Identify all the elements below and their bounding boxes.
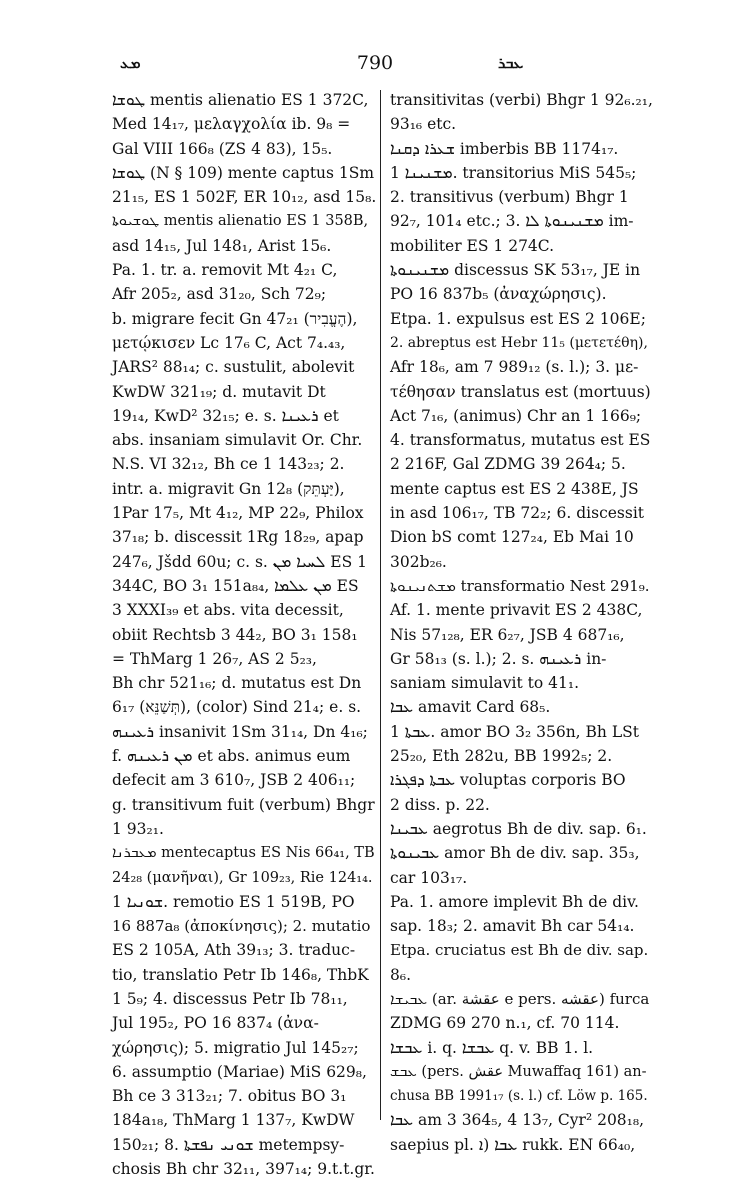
- dictionary-line: N.S. VI 32₁₂, Bh ce 1 143₂₃; 2.: [112, 455, 345, 474]
- dictionary-line: saepius pl. ܥܒܐ (ܐ rukk. EN 66₄₀,: [390, 1135, 636, 1154]
- dictionary-line: Bh chr 521₁₆; d. mutatus est Dn: [112, 674, 362, 693]
- dictionary-line: 302b₂₆.: [390, 552, 447, 571]
- dictionary-line: 3 XXXI₃₉ et abs. vita decessit,: [112, 601, 344, 620]
- dictionary-line: ܛܘܫܐ mentis alienatio ES 1 372C,: [112, 91, 369, 109]
- dictionary-line: ܡܫܢܝܢܘܬܐ discessus SK 53₁₇, JE in: [390, 261, 641, 280]
- dictionary-line: 92₇, 101₄ etc.; 3. ܡܫܢܝܢܘܬܐ ܠܐ im-: [390, 212, 634, 231]
- dictionary-line: ܡܫܬܢܝܢܘܬܐ transformatio Nest 291₉.: [390, 576, 650, 595]
- dictionary-line: mente captus est ES 2 438E, JS: [390, 479, 639, 498]
- column-divider: [380, 90, 381, 1120]
- dictionary-line: 247₆, Jšdd 60u; c. s. ܠܚܝܐ ܡܢ ES 1: [112, 552, 367, 571]
- dictionary-line: asd 14₁₅, Jul 148₁, Arist 15₆.: [112, 236, 332, 255]
- dictionary-line: 21₁₅, ES 1 502F, ER 10₁₂, asd 15₈.: [112, 188, 377, 207]
- dictionary-line: saniam simulavit to 41₁.: [390, 674, 580, 693]
- left-running-head: ܡܥ: [120, 54, 141, 72]
- dictionary-line: transitivitas (verbi) Bhgr 1 92₆.₂₁,: [390, 91, 653, 109]
- dictionary-line: 16 887a₈ (ἀποκίνησις); 2. mutatio: [112, 917, 371, 936]
- dictionary-line: Etpa. 1. expulsus est ES 2 106E;: [390, 309, 646, 328]
- dictionary-line: 1 5₉; 4. discessus Petr Ib 78₁₁,: [112, 989, 348, 1008]
- dictionary-line: Act 7₁₆, (animus) Chr an 1 166₉;: [390, 406, 642, 425]
- right-column: [390, 88, 654, 1154]
- page-header: [0, 50, 750, 80]
- dictionary-line: 4. transformatus, mutatus est ES: [390, 431, 651, 450]
- dictionary-line: chosis Bh chr 32₁₁, 397₁₄; 9.t.t.gr.: [112, 1160, 375, 1179]
- dictionary-line: KwDW 321₁₉; d. mutavit Dt: [112, 382, 326, 401]
- dictionary-line: ܥܒܬܐ 1. amor BO 3₂ 356n, Bh LSt: [390, 722, 639, 741]
- dictionary-line: Pa. 1. tr. a. removit Mt 4₂₁ C,: [112, 261, 338, 280]
- dictionary-line: sap. 18₃; 2. amavit Bh car 54₁₄.: [390, 917, 635, 936]
- dictionary-line: ܛܘܫܝܘܬܐ mentis alienatio ES 1 358B,: [112, 213, 369, 230]
- right-running-head: ܥܒܪ: [498, 54, 524, 72]
- dictionary-line: 8₆.: [390, 965, 412, 984]
- dictionary-line: Gr 58₁₃ (s. l.); 2. s. ܪܥܝܢܗ in-: [390, 649, 607, 668]
- dictionary-line: τέθησαν translatus est (mortuus): [390, 382, 651, 401]
- dictionary-line: 150₂₁; 8. ܫܘܢܝ ܢܦܫܬܐ metempsy-: [112, 1135, 345, 1154]
- dictionary-line: chusa BB 1991₁₇ (s. l.) cf. Löw p. 165.: [390, 1088, 648, 1105]
- dictionary-line: 6. assumptio (Mariae) MiS 629₈,: [112, 1062, 367, 1081]
- dictionary-line: Bh ce 3 313₂₁; 7. obitus BO 3₁: [112, 1087, 347, 1106]
- dictionary-line: 19₁₄, KwD² 32₁₅; e. s. ܪܥܝܢܐ et: [112, 406, 339, 425]
- dictionary-line: Jul 195₂, PO 16 837₄ (ἀνα-: [112, 1014, 319, 1033]
- dictionary-line: g. transitivum fuit (verbum) Bhgr: [112, 795, 375, 814]
- dictionary-line: 37₁₈; b. discessit 1Rg 18₂₉, apap: [112, 528, 364, 547]
- dictionary-line: ܪܥܝܢܗ insanivit 1Sm 31₁₄, Dn 4₁₆;: [112, 722, 368, 741]
- dictionary-line: ܥܒܐ amavit Card 68₅.: [390, 698, 551, 717]
- dictionary-line: Etpa. cruciatus est Bh de div. sap.: [390, 941, 649, 960]
- left-column: [112, 88, 377, 1179]
- dictionary-line: ܥܒܫ (pers. عقش Muwaffaq 161) an-: [390, 1063, 647, 1080]
- dictionary-line: ܥܒܝܢܘܬܐ amor Bh de div. sap. 35₃,: [390, 844, 640, 863]
- dictionary-line: tio, translatio Petr Ib 146₈, ThbK: [112, 965, 369, 984]
- dictionary-line: f. ܡܢ ܪܥܝܢܗ et abs. animus eum: [112, 747, 351, 766]
- dictionary-line: Med 14₁₇, μελαγχολία ib. 9₈ =: [112, 115, 351, 134]
- dictionary-line: ܥܒܫܐ i. q. ܥܒܫܐ q. v. BB 1. l.: [390, 1038, 594, 1057]
- dictionary-line: ES 2 105A, Ath 39₁₃; 3. traduc-: [112, 941, 356, 960]
- dictionary-line: 344C, BO 3₁ 151a₈₄, ܡܢ ܥܠܡܐ ES: [112, 576, 359, 595]
- dictionary-line: Dion bS comt 127₂₄, Eb Mai 10: [390, 528, 634, 547]
- dictionary-line: b. migrare fecit Gn 47₂₁ (הֶעֱבִיר),: [112, 309, 358, 328]
- dictionary-line: ܡܥܒܪܢܐ mentecaptus ES Nis 66₄₁, TB: [112, 845, 375, 862]
- dictionary-line: defecit am 3 610₇, JSB 2 406₁₁;: [112, 771, 356, 790]
- dictionary-line: 24₂₈ (μανῆναι), Gr 109₂₃, Rie 124₁₄.: [112, 869, 373, 886]
- page-number: 790: [356, 52, 394, 74]
- dictionary-line: 2 216F, Gal ZDMG 39 264₄; 5.: [390, 455, 626, 474]
- dictionary-line: ܥܒܝܢܐ aegrotus Bh de div. sap. 6₁.: [390, 819, 647, 838]
- dictionary-line: ܥܒܐ am 3 364₅, 4 13₇, Cyr² 208₁₈,: [390, 1111, 645, 1130]
- dictionary-line: Gal VIII 166₈ (ZS 4 83), 15₅.: [112, 139, 333, 158]
- dictionary-line: Af. 1. mente privavit ES 2 438C,: [390, 601, 643, 620]
- dictionary-line: intr. a. migravit Gn 12₈ (יַּעְתֵּק),: [112, 479, 345, 498]
- dictionary-line: ܥܒܝܫܐ (ar. عقشة e pers. عقشه) furca: [390, 989, 650, 1008]
- dictionary-line: 184a₁₈, ThMarg 1 137₇, KwDW: [112, 1111, 355, 1130]
- dictionary-line: obiit Rechtsb 3 44₂, BO 3₁ 158₁: [112, 625, 358, 644]
- dictionary-line: JARS² 88₁₄; c. sustulit, abolevit: [112, 358, 355, 377]
- dictionary-line: 2 diss. p. 22.: [390, 795, 490, 814]
- dictionary-line: PO 16 837b₅ (ἀναχώρησις).: [390, 285, 607, 304]
- dictionary-line: ܫܘܢܝܐ 1. remotio ES 1 519B, PO: [112, 892, 355, 911]
- dictionary-line: 93₁₆ etc.: [390, 115, 457, 134]
- dictionary-line: μετῴκισεν Lc 17₆ C, Act 7₄.₄₃,: [112, 333, 346, 352]
- dictionary-line: 2. abreptus est Hebr 11₅ (μετετέθη),: [390, 334, 648, 351]
- dictionary-line: ܫܥܪܐ ܕܩܢܐ imberbis BB 1174₁₇.: [390, 139, 619, 158]
- dictionary-line: 6₁₇ (תְּשַׁנֵּא), (color) Sind 21₄; e. s.: [112, 698, 362, 717]
- dictionary-line: 1Par 17₅, Mt 4₁₂, MP 22₉, Philox: [112, 504, 364, 523]
- dictionary-line: ZDMG 69 270 n.₁, cf. 70 114.: [390, 1014, 620, 1033]
- dictionary-line: abs. insaniam simulavit Or. Chr.: [112, 431, 363, 450]
- dictionary-line: ܡܫܢܝܢܐ 1. transitorius MiS 545₅;: [390, 163, 637, 182]
- dictionary-line: Nis 57₁₂₈, ER 6₂₇, JSB 4 687₁₆,: [390, 625, 625, 644]
- dictionary-line: χώρησις); 5. migratio Jul 145₂₇;: [112, 1038, 359, 1057]
- dictionary-line: 1 93₂₁.: [112, 819, 164, 838]
- dictionary-line: ܥܒܬܐ ܕܦܓܪܐ voluptas corporis BO: [390, 771, 626, 790]
- dictionary-line: 2. transitivus (verbum) Bhgr 1: [390, 188, 629, 207]
- dictionary-line: Pa. 1. amore implevit Bh de div.: [390, 892, 639, 911]
- dictionary-line: mobiliter ES 1 274C.: [390, 236, 555, 255]
- dictionary-line: ܛܘܫܐ (N § 109) mente captus 1Sm: [112, 163, 375, 182]
- dictionary-line: in asd 106₁₇, TB 72₂; 6. discessit: [390, 504, 645, 523]
- dictionary-line: Afr 205₂, asd 31₂₀, Sch 72₉;: [112, 285, 327, 304]
- dictionary-line: car 103₁₇.: [390, 868, 468, 887]
- dictionary-line: 25₂₀, Eth 282u, BB 1992₅; 2.: [390, 747, 613, 766]
- dictionary-line: Afr 18₆, am 7 989₁₂ (s. l.); 3. με-: [390, 358, 639, 377]
- dictionary-line: = ThMarg 1 26₇, AS 2 5₂₃,: [112, 649, 317, 668]
